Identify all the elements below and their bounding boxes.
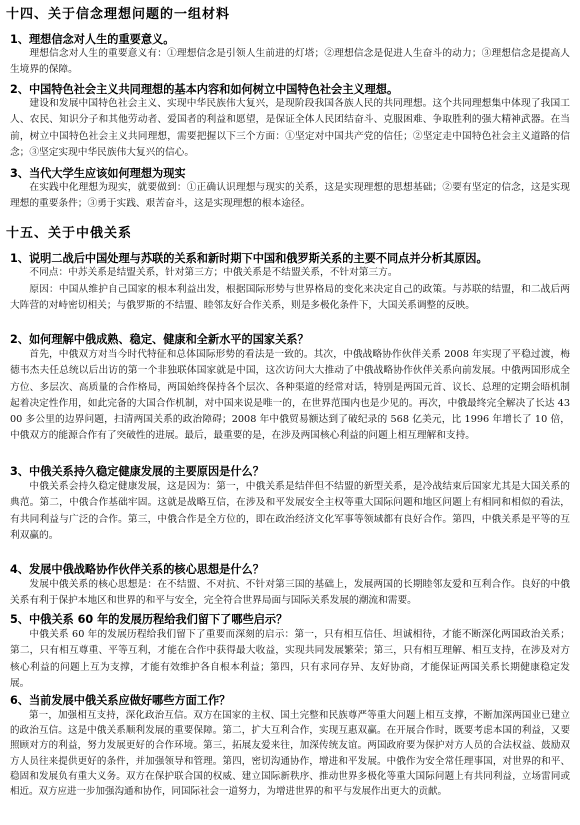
s15-q5-heading: 5、中俄关系 60 年的发展历程给我们留下了哪些启示？ — [10, 613, 288, 626]
s15-q6-text: 第一，加强相互支持，深化政治互信。双方在国家的主权、国土完整和民族尊严等重大问题上相互支撑，不断加深两国业已建立的政治互信。这是中俄关系顺利发展的重要保障。第二，扩大互利合作，实现互惠双赢。在开展合作时，既要考虑本国的利益，又要照顾对方的利益，努力发展更好的合作环境。第三，拓展友爱来往，加深传统友谊。两国政府要为保护对方人员的合法权益、鼓励双方人员往来提供更好的条件，并加强领导和管理。第四，密切沟通协作，增进和平发展。中俄作为安全常任理事国，对世界的和平、稳固和发展负有重大义务。双方在保护联合国的权威、建立国际新秩序、推动世界多极化等重大国际问题上有共同利益，立场雷同或相近。双方应进一步加强沟通和协作，同国际社会一道努力，为增进世界的和平与发展作出更大的贡献。 — [10, 710, 570, 798]
s14-q2-heading: 2、中国特色社会主义共同理想的基本内容和如何树立中国特色社会主义理想。 — [10, 83, 399, 96]
s15-q2-text: 首先，中俄双方对当今时代特征和总体国际形势的看法是一致的。其次，中俄战略协作伙伴关系 2008 年实现了平稳过渡，梅德韦杰夫任总统以后出访的第一个非独联体国家就是中国，这次访问大大推动了中俄战略协作伙伴关系向前发展。中俄两国形成全方位、多层次、高质量的合作格局，两国始终保持各个层次、各种渠道的经常对话，特别是两国元首、议长、总理的定期会晤机制起着决定性作用，如此完备的大国合作机制，对中国来说是唯一的，在世界范围内也是少见的。再次，中俄最终完全解决了长达 4300 多公里的边界问题，扫清两国关系的政治障碍；2008 年中俄贸易额达到了破纪录的 568 亿美元，比 1996 年增长了 10 倍，中俄双方的能源合作有了突破性的进展。最后，最重要的是，在涉及两国核心利益的问题上相互理解和支持。 — [10, 349, 570, 442]
section-15-title: 十五、关于中俄关系 — [6, 226, 133, 241]
s14-q2-text: 建设和发展中国特色社会主义、实现中华民族伟大复兴，是现阶段我国各族人民的共同理想。这个共同理想集中体现了我国工人、农民、知识分子和其他劳动者、爱国者的利益和愿望，是保证全体人民团结奋斗、克服困难、争取胜利的强大精神武器。在当前，树立中国特色社会主义共同理想，需要把握以下三个方面：①坚定对中国共产党的信任；②坚定走中国特色社会主义道路的信念；③坚定实现中华民族伟大复兴的信心。 — [10, 98, 570, 158]
s15-q5-text: 中俄关系 60 年的发展历程给我们留下了重要而深刻的启示：第一，只有相互信任、坦诚相待，才能不断深化两国政治关系；第二，只有相互尊重、平等互利，才能在合作中获得最大收益，实现共同发展繁荣；第三，只有相互理解、相互支持，在涉及对方核心利益的问题上互为支撑，才能有效维护各自根本利益；第四，只有求同存异、友好协商，才能保证两国关系长期健康稳定发展。 — [10, 629, 570, 689]
s15-q1-heading: 1、说明二战后中国处理与苏联的关系和新时期下中国和俄罗斯关系的主要不同点并分析其原因。 — [10, 252, 488, 265]
s15-q1-diff: 不同点：中苏关系是结盟关系，针对第三方；中俄关系是不结盟关系，不针对第三方。 — [29, 267, 398, 278]
s15-q2-heading: 2、如何理解中俄成熟、稳定、健康和全新水平的国家关系？ — [10, 333, 309, 346]
s14-q3-text: 在实践中化理想为现实，就要做到：①正确认识理想与现实的关系，这是实现理想的思想基础；②要有坚定的信念，这是实现理想的重要条件；③勇于实践、艰苦奋斗，这是实现理想的根本途径。 — [10, 182, 570, 210]
s15-q6-heading: 6、当前发展中俄关系应做好哪些方面工作？ — [10, 694, 231, 707]
s15-q4-text: 发展中俄关系的核心思想是：在不结盟、不对抗、不针对第三国的基础上，发展两国的长期睦邻友爱和互利合作。良好的中俄关系有利于保护本地区和世界的和平与安全，完全符合世界局面与国际关系发展的潮流和需要。 — [10, 579, 570, 607]
s15-q1-reason: 原因：中国从维护自己国家的根本利益出发，根据国际形势与世界格局的变化来决定自己的政策。与苏联的结盟，和二战后两大阵营的对峙密切相关；与俄罗斯的不结盟、睦邻友好合作关系，则是多极化条件下，大国关系调整的反映。 — [10, 284, 570, 312]
s14-q1-heading: 1、理想信念对人生的重要意义。 — [10, 33, 175, 46]
s14-q3-heading: 3、当代大学生应该如何理想为现实 — [10, 167, 186, 180]
section-14-title: 十四、关于信念理想问题的一组材料 — [6, 7, 231, 22]
s14-q1-text: 理想信念对人生的重要意义有：①理想信念是引领人生前进的灯塔；②理想信念是促进人生奋斗的动力；③理想信念是提高人生境界的保障。 — [10, 48, 570, 76]
s15-q3-text: 中俄关系会持久稳定健康发展，这是因为：第一，中俄关系是结伴但不结盟的新型关系，是冷战结束后国家尤其是大国关系的典范。第二，中俄合作基础牢固。这就是战略互信，在涉及和平发展安全主权等重大国际问题和地区问题上有相同和相似的看法，有共同利益与广泛的合作。第三，中俄合作是全方位的，即在政治经济文化军事等领域都有良好合作。第四，中俄关系是平等的互利双赢的。 — [10, 481, 570, 541]
s15-q3-heading: 3、中俄关系持久稳定健康发展的主要原因是什么？ — [10, 465, 264, 478]
s15-q4-heading: 4、发展中俄战略协作伙伴关系的核心思想是什么？ — [10, 563, 264, 576]
